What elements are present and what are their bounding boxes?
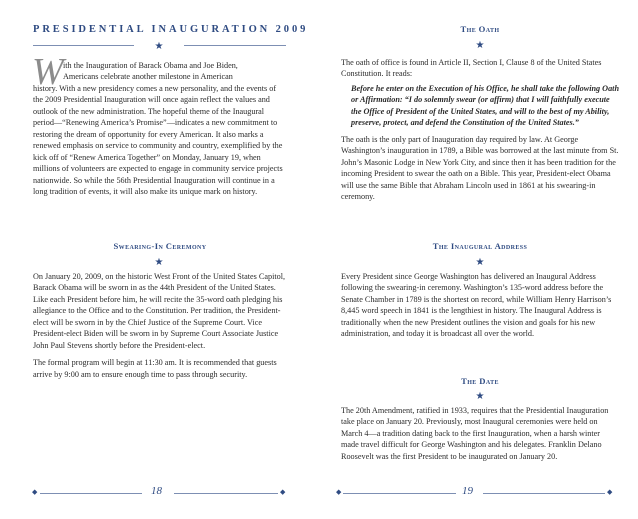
divider xyxy=(33,45,134,46)
oath-intro: The oath of office is found in Article II, Section I, Clause 8 of the United States Constitution. It reads: xyxy=(341,58,602,79)
section-title-inaugural-address: The Inaugural Address xyxy=(432,241,528,251)
program-time-paragraph: The formal program will begin at 11:30 am. It is recommended that guests arrive by 9:00 am to ensure enough time to pass through security. xyxy=(33,358,277,379)
star-icon: ★ xyxy=(154,257,164,268)
star-icon: ★ xyxy=(475,391,485,402)
swearing-in-paragraph: On January 20, 2009, on the historic West Front of the United States Capitol, Barack Obama will be sworn in as the 44th President of the United States. Like each President before him, he will recite the 35-word oath pledging his allegiance to the Office and to the Constitution. Per tradition, the President-elect will be sworn in by the Chief Justice of the Supreme Court. Vice President-elect Biden will be sworn in by Supreme Court Associate Justice John Paul Stevens shortly before the President-elect. xyxy=(33,272,286,350)
divider xyxy=(184,45,286,46)
oath-section xyxy=(341,57,619,202)
footer-rule xyxy=(343,493,456,494)
oath-quote: Before he enter on the Execution of his Office, he shall take the following Oath or Affirmation: “I do solemnly swear (or affirm) that I will faithfully execute the Office of President of the United States, and will to the best of my Ability, preserve, protect, and defend the Constitution of the United States.” xyxy=(351,83,619,128)
intro-line-2: Americans celebrate another milestone in American xyxy=(63,72,233,82)
diamond-ornament-icon: ◆ xyxy=(280,488,286,496)
diamond-ornament-icon: ◆ xyxy=(336,488,342,496)
star-icon: ★ xyxy=(475,257,485,268)
intro-section xyxy=(32,51,287,197)
section-title-oath: The Oath xyxy=(460,24,500,34)
section-title-swearing-in: Swearing-In Ceremony xyxy=(113,241,207,251)
inaugural-address-paragraph: Every President since George Washington has delivered an Inaugural Address following the swearing-in ceremony. Washington’s 135-word address before the Senate Chamber in 1789 is the shortest on record, while William Henry Harrison’s 8,445 word speech in 1841 is the lengthiest in history. The Inaugural Address is traditionally when the new President outlines the vision and goals for his new administration, and today it is broadcast all over the world. xyxy=(341,272,612,339)
diamond-ornament-icon: ◆ xyxy=(607,488,613,496)
page-number: 18 xyxy=(151,485,162,497)
drop-cap: W xyxy=(32,51,64,93)
footer-rule xyxy=(483,493,605,494)
footer-rule xyxy=(174,493,278,494)
intro-line-1: ith the Inauguration of Barack Obama and Joe Biden, xyxy=(63,61,238,70)
star-icon: ★ xyxy=(154,41,164,52)
section-title-date: The Date xyxy=(461,376,499,386)
footer-rule xyxy=(40,493,142,494)
oath-history: The oath is the only part of Inauguration day required by law. At George Washington’s inauguration in 1789, a Bible was borrowed at the last minute from St. John’s Masonic Lodge in New York City, and since then it has been tradition for the incoming President to swear the oath on a Bible. This year, President-elect Obama will use the same Bible that Abraham Lincoln used in 1861 at his swearing-in ceremony. xyxy=(341,134,619,201)
diamond-ornament-icon: ◆ xyxy=(32,488,38,496)
publication-header: PRESIDENTIAL INAUGURATION 2009 xyxy=(33,24,309,35)
intro-paragraph: history. With a new presidency comes a new personality, and the events of the 2009 Presidential Inauguration will once again reflect the values and outlook of the new administration. The hopeful theme of the Inaugural period—“Renewing America’s Promise”—indicates a new commitment to restoring the dream of opportunity for every American. It also marks a renewed emphasis on service to community and country, exemplified by the kick off of “Renew America Together” on Monday, January 19, when millions of volunteers are expected to engage in community service projects nationwide. So while the 56th Presidential Inauguration will continue in a long tradition of events, it will also make its unique mark on history. xyxy=(33,83,283,196)
right-page xyxy=(319,0,638,519)
star-icon: ★ xyxy=(475,40,485,51)
date-paragraph: The 20th Amendment, ratified in 1933, requires that the Presidential Inauguration take place on January 20. Previously, most Inaugural ceremonies were held on March 4—a tradition dating back to the first Inauguration, when a harsh winter made travel difficult for George Washington and his delegates. Franklin Delano Roosevelt was the first President to be inaugurated on January 20. xyxy=(341,406,609,461)
swearing-in-section xyxy=(33,271,287,380)
page-number: 19 xyxy=(462,485,473,497)
